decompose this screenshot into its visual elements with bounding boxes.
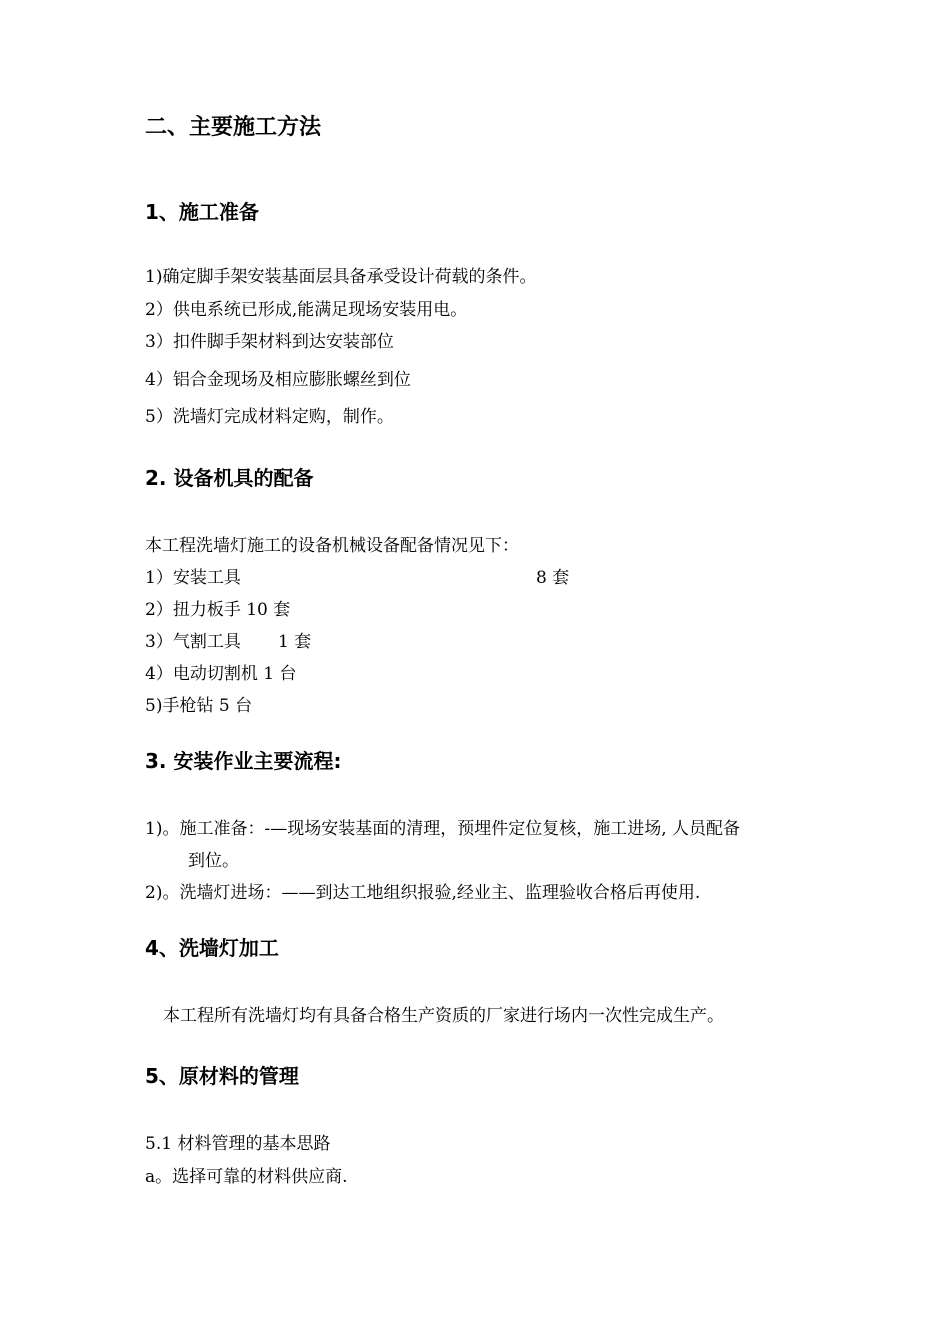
list-item: 1)确定脚手架安装基面层具备承受设计荷载的条件。 — [145, 267, 537, 287]
list-item: 1)。施工准备：-—现场安装基面的清理，预埋件定位复核，施工进场, 人员配备 — [145, 819, 740, 839]
list-item: 2)。洗墙灯进场：——到达工地组织报验,经业主、监理验收合格后再使用. — [145, 883, 701, 903]
list-item: 2）扭力板手 10 套 — [145, 600, 291, 620]
list-item-continuation: 到位。 — [188, 851, 239, 871]
list-item: 1）安装工具 — [145, 568, 241, 588]
list-item: 2）供电系统已形成,能满足现场安装用电。 — [145, 300, 468, 320]
section-heading-5: 5、原材料的管理 — [145, 1064, 299, 1088]
paragraph: 本工程所有洗墙灯均有具备合格生产资质的厂家进行场内一次性完成生产。 — [163, 1006, 724, 1026]
document-title: 二、主要施工方法 — [145, 115, 322, 140]
section-heading-4: 4、洗墙灯加工 — [145, 936, 279, 960]
section-heading-2: 2. 设备机具的配备 — [145, 466, 314, 490]
list-item: 4）铝合金现场及相应膨胀螺丝到位 — [145, 370, 411, 390]
list-item: 3）气割工具 — [145, 632, 241, 652]
list-item-quantity: 8 套 — [536, 568, 570, 588]
list-item: 4）电动切割机 1 台 — [145, 664, 297, 684]
list-item: 5)手枪钻 5 台 — [145, 696, 253, 716]
section-intro: 本工程洗墙灯施工的设备机械设备配备情况见下： — [145, 536, 519, 556]
subsection-heading: 5.1 材料管理的基本思路 — [145, 1134, 331, 1154]
section-heading-3: 3. 安装作业主要流程: — [145, 749, 342, 773]
section-heading-1: 1、施工准备 — [145, 200, 259, 224]
list-item: 3）扣件脚手架材料到达安装部位 — [145, 332, 394, 352]
list-item: 5）洗墙灯完成材料定购，制作。 — [145, 407, 394, 427]
list-item-quantity: 1 套 — [278, 632, 312, 652]
list-item: a。选择可靠的材料供应商. — [145, 1167, 348, 1187]
